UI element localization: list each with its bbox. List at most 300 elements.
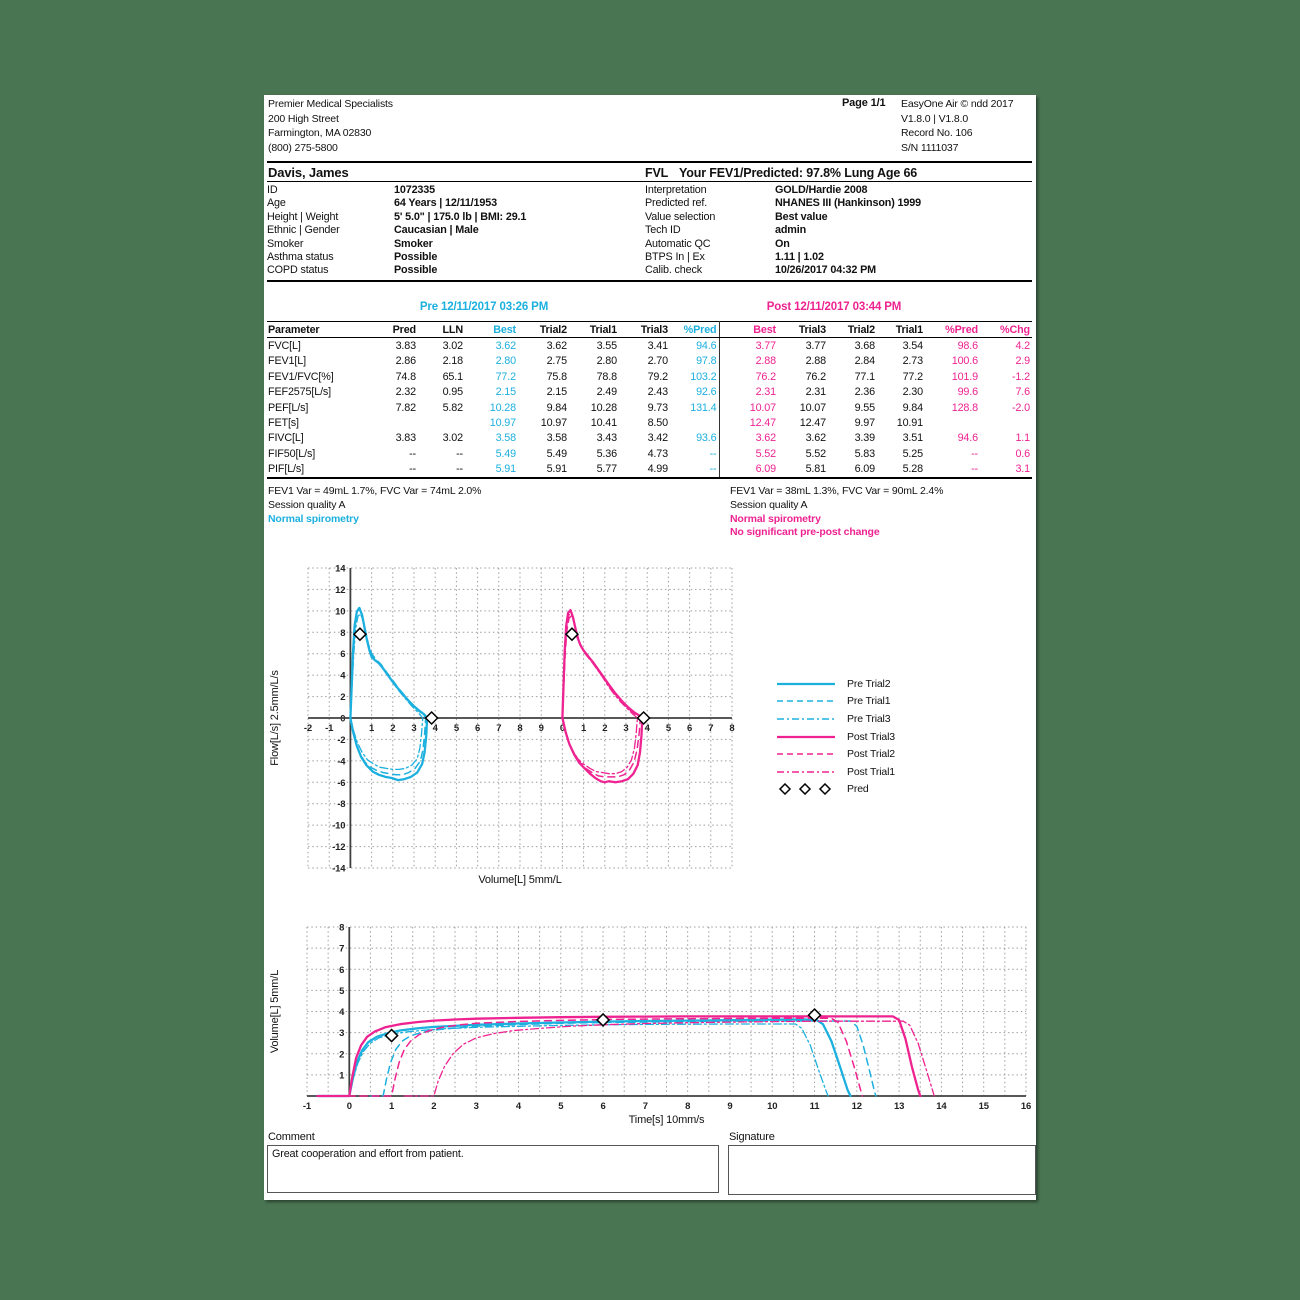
- device-line: Record No. 106: [901, 127, 973, 139]
- value-cell: [670, 415, 719, 430]
- field-label: Interpretation: [645, 184, 707, 196]
- value-cell: 78.8: [596, 370, 617, 383]
- svg-text:2: 2: [390, 723, 396, 734]
- pred-marker: [820, 784, 830, 794]
- value-cell: 5.36: [596, 447, 617, 460]
- svg-text:-4: -4: [337, 756, 346, 768]
- column-header: Trial1: [877, 322, 925, 338]
- svg-text:12: 12: [851, 1101, 862, 1112]
- value-cell: 4.73: [647, 447, 668, 460]
- value-cell: --: [971, 463, 978, 476]
- value-cell: -2.0: [1011, 401, 1030, 414]
- field-value: On: [775, 237, 790, 250]
- svg-text:0: 0: [559, 723, 565, 734]
- column-header: %Pred: [670, 322, 719, 338]
- value-cell: 2.9: [1015, 355, 1030, 368]
- patient-demographics: [267, 182, 1032, 282]
- value-cell: 3.41: [647, 340, 668, 353]
- value-cell: 10.41: [590, 417, 617, 430]
- svg-text:-2: -2: [337, 734, 346, 746]
- legend-item-pred: [775, 781, 895, 799]
- y-axis-label: Volume[L] 5mm/L: [269, 969, 281, 1054]
- series-post-trial3: [318, 1016, 921, 1096]
- svg-text:3: 3: [411, 723, 417, 734]
- patient-name-bar: [267, 161, 1032, 182]
- value-cell: 93.6: [696, 432, 717, 445]
- line-sample-icon: [775, 766, 837, 778]
- comment-label: Comment: [268, 1131, 315, 1143]
- device-line: V1.8.0 | V1.8.0: [901, 112, 969, 125]
- parameter-cell: FIVC[L]: [268, 432, 304, 445]
- value-cell: --: [709, 447, 717, 460]
- value-cell: 10.97: [489, 417, 516, 430]
- value-cell: 12.47: [799, 417, 826, 430]
- value-cell: 5.91: [495, 463, 516, 476]
- value-cell: 5.52: [805, 447, 826, 460]
- tick-labels: [304, 564, 735, 875]
- svg-text:11: 11: [809, 1101, 820, 1112]
- svg-text:12: 12: [335, 584, 346, 596]
- value-cell: -1.2: [1011, 370, 1030, 383]
- signature-box: [728, 1145, 1036, 1195]
- svg-text:4: 4: [340, 670, 346, 682]
- value-cell: 128.8: [951, 401, 978, 414]
- field-value: 5' 5.0" | 175.0 lb | BMI: 29.1: [394, 210, 527, 223]
- value-cell: 79.2: [647, 370, 668, 383]
- svg-text:7: 7: [339, 943, 345, 955]
- svg-text:15: 15: [978, 1101, 989, 1112]
- value-cell: 0.6: [1015, 447, 1030, 460]
- value-cell: 10.28: [590, 401, 617, 414]
- value-cell: 5.49: [546, 447, 567, 460]
- parameter-cell: FEV1/FVC[%]: [268, 370, 334, 383]
- value-cell: 9.84: [902, 401, 923, 414]
- column-header: LLN: [418, 322, 465, 338]
- chart-legend: [775, 675, 895, 798]
- parameter-cell: FET[s]: [268, 417, 299, 430]
- svg-text:4: 4: [644, 723, 650, 734]
- signature-label: Signature: [729, 1131, 775, 1143]
- clinic-line: (800) 275-5800: [268, 141, 338, 154]
- value-cell: 5.28: [902, 463, 923, 476]
- clinic-line: Farmington, MA 02830: [268, 127, 372, 139]
- svg-text:-1: -1: [302, 1101, 312, 1112]
- legend-item-pre-trial3: [775, 710, 895, 728]
- value-cell: 5.81: [805, 463, 826, 476]
- field-label: Automatic QC: [645, 237, 711, 250]
- value-cell: 2.43: [647, 386, 668, 399]
- field-label: ID: [267, 184, 278, 196]
- svg-text:8: 8: [339, 922, 345, 934]
- svg-text:7: 7: [642, 1101, 648, 1112]
- pred-marker: [780, 784, 790, 794]
- svg-text:6: 6: [339, 964, 345, 976]
- value-cell: 3.39: [854, 432, 875, 445]
- svg-text:6: 6: [600, 1101, 606, 1112]
- table-row: [267, 385, 1032, 400]
- svg-text:5: 5: [558, 1101, 564, 1112]
- flow-volume-chart: [264, 553, 1036, 891]
- legend-label: Pre Trial3: [847, 712, 891, 725]
- value-cell: 3.62: [495, 340, 516, 353]
- field-label: Tech ID: [645, 224, 681, 237]
- value-cell: 0.95: [442, 386, 463, 399]
- svg-text:8: 8: [517, 723, 523, 734]
- value-cell: --: [971, 447, 978, 460]
- svg-text:-14: -14: [332, 863, 346, 875]
- svg-text:8: 8: [729, 723, 735, 734]
- value-cell: 92.6: [696, 386, 717, 399]
- value-cell: 2.86: [395, 355, 416, 368]
- value-cell: [925, 415, 980, 430]
- post-variability: FEV1 Var = 38mL 1.3%, FVC Var = 90mL 2.4%: [730, 485, 944, 497]
- value-cell: 2.75: [546, 355, 567, 368]
- value-cell: 75.8: [546, 370, 567, 383]
- line-sample-icon: [775, 713, 837, 725]
- parameter-cell: PIF[L/s]: [268, 463, 304, 476]
- clinic-line: Premier Medical Specialists: [268, 98, 393, 110]
- value-cell: 10.28: [489, 401, 516, 414]
- value-cell: 2.18: [442, 355, 463, 368]
- value-cell: 3.58: [546, 432, 567, 445]
- svg-text:-12: -12: [332, 842, 346, 854]
- value-cell: 9.97: [854, 417, 875, 430]
- svg-text:2: 2: [431, 1101, 437, 1112]
- field-value: Possible: [394, 264, 438, 277]
- field-value: 10/26/2017 04:32 PM: [775, 264, 876, 277]
- page-number: Page 1/1: [842, 97, 886, 109]
- svg-text:-10: -10: [332, 820, 346, 832]
- value-cell: 65.1: [442, 370, 463, 383]
- value-cell: 10.97: [540, 417, 567, 430]
- legend-label: Post Trial2: [847, 748, 895, 761]
- value-cell: 2.32: [395, 386, 416, 399]
- svg-text:14: 14: [335, 563, 346, 575]
- svg-text:3: 3: [339, 1028, 345, 1040]
- table-row: [267, 338, 1032, 354]
- value-cell: 77.2: [495, 370, 516, 383]
- line-sample-icon: [775, 731, 837, 743]
- svg-text:5: 5: [339, 985, 345, 997]
- value-cell: 3.02: [442, 432, 463, 445]
- svg-text:7: 7: [496, 723, 502, 734]
- value-cell: 101.9: [951, 370, 978, 383]
- legend-item-pre-trial2: [775, 675, 895, 693]
- table-row: [267, 431, 1032, 446]
- value-cell: 2.70: [647, 355, 668, 368]
- pre-session-title: Pre 12/11/2017 03:26 PM: [419, 301, 549, 313]
- svg-text:3: 3: [623, 723, 629, 734]
- value-cell: 98.6: [957, 340, 978, 353]
- svg-text:13: 13: [893, 1101, 905, 1112]
- value-cell: 94.6: [696, 340, 717, 353]
- svg-text:6: 6: [475, 723, 481, 734]
- device-line: EasyOne Air © ndd 2017: [901, 98, 1014, 110]
- line-sample-icon: [775, 748, 837, 760]
- line-sample-icon: [775, 695, 837, 707]
- svg-text:7: 7: [708, 723, 714, 734]
- svg-text:2: 2: [340, 692, 346, 704]
- field-value: 1.11 | 1.02: [775, 251, 824, 263]
- pre-interpretation: Normal spirometry: [268, 512, 359, 525]
- field-label: Value selection: [645, 210, 716, 223]
- post-session-quality: Session quality A: [730, 498, 808, 511]
- value-cell: 3.02: [442, 340, 463, 353]
- y-axis-label: Flow[L/s] 2.5mm/L/s: [269, 670, 281, 766]
- value-cell: 3.54: [902, 340, 923, 353]
- column-header: Pred: [366, 322, 418, 338]
- value-cell: --: [709, 463, 717, 476]
- value-cell: 3.51: [902, 432, 923, 445]
- value-cell: [980, 415, 1032, 430]
- field-label: Height | Weight: [267, 210, 339, 223]
- svg-text:8: 8: [685, 1101, 691, 1112]
- parameter-cell: FEV1[L]: [268, 355, 306, 368]
- table-row: [267, 400, 1032, 415]
- svg-text:1: 1: [369, 723, 375, 734]
- svg-text:0: 0: [346, 1101, 352, 1112]
- x-axis-label: Time[s] 10mm/s: [628, 1114, 705, 1126]
- comment-box: [267, 1145, 719, 1193]
- value-cell: 3.77: [805, 340, 826, 353]
- value-cell: 76.2: [805, 370, 826, 383]
- value-cell: 2.49: [596, 386, 617, 399]
- svg-text:6: 6: [687, 723, 693, 734]
- value-cell: 76.2: [719, 369, 778, 384]
- parameter-cell: PEF[L/s]: [268, 401, 309, 414]
- parameter-cell: FEF2575[L/s]: [268, 386, 332, 399]
- pred-marker-sample-icon: [775, 783, 837, 795]
- field-value: NHANES III (Hankinson) 1999: [775, 197, 921, 210]
- svg-text:8: 8: [340, 627, 346, 639]
- svg-text:16: 16: [1020, 1101, 1032, 1112]
- svg-text:5: 5: [665, 723, 671, 734]
- value-cell: 9.73: [647, 401, 668, 414]
- value-cell: 2.73: [902, 355, 923, 368]
- pre-session-quality: Session quality A: [268, 498, 346, 511]
- field-value: 1072335: [394, 184, 435, 196]
- post-session-notes: [730, 485, 943, 540]
- svg-text:10: 10: [767, 1101, 778, 1112]
- svg-text:4: 4: [339, 1007, 345, 1018]
- value-cell: [366, 415, 418, 430]
- value-cell: 3.77: [719, 338, 778, 354]
- value-cell: 3.83: [395, 340, 416, 353]
- value-cell: 3.62: [805, 432, 826, 445]
- device-line: S/N 1111037: [901, 141, 959, 154]
- test-type-label: FVL: [645, 165, 669, 180]
- value-cell: 100.6: [951, 355, 978, 368]
- post-interpretation: Normal spirometry: [730, 512, 821, 525]
- value-cell: 2.30: [902, 386, 923, 399]
- value-cell: 10.07: [799, 401, 826, 414]
- value-cell: 2.80: [495, 355, 516, 368]
- table-row: [267, 354, 1032, 369]
- svg-text:4: 4: [432, 723, 438, 734]
- device-info: [901, 97, 1013, 155]
- legend-label: Pre Trial2: [847, 677, 891, 690]
- value-cell: 2.15: [495, 386, 516, 399]
- value-cell: 12.47: [719, 415, 778, 430]
- svg-text:14: 14: [936, 1101, 947, 1112]
- value-cell: --: [456, 463, 463, 476]
- field-label: Calib. check: [645, 264, 703, 277]
- svg-text:2: 2: [339, 1049, 345, 1061]
- table-row: [267, 415, 1032, 430]
- value-cell: 3.62: [719, 431, 778, 446]
- field-value: Possible: [394, 251, 438, 263]
- legend-label: Pred: [847, 783, 869, 796]
- parameter-cell: FIF50[L/s]: [268, 447, 316, 460]
- pre-variability: FEV1 Var = 49mL 1.7%, FVC Var = 74mL 2.0%: [268, 485, 482, 497]
- svg-text:9: 9: [538, 723, 544, 734]
- svg-text:9: 9: [727, 1101, 733, 1112]
- legend-label: Post Trial1: [847, 765, 895, 778]
- field-label: Ethnic | Gender: [267, 224, 340, 237]
- table-row: [267, 462, 1032, 478]
- column-header: %Pred: [925, 322, 980, 338]
- legend-item-post-trial2: [775, 745, 895, 763]
- svg-text:10: 10: [335, 606, 346, 618]
- field-value: admin: [775, 224, 807, 237]
- value-cell: 97.8: [696, 355, 717, 368]
- value-cell: 3.55: [596, 340, 617, 353]
- pre-session-notes: [268, 485, 481, 526]
- value-cell: 94.6: [957, 432, 978, 445]
- column-header: Best: [465, 322, 518, 338]
- column-header: %Chg: [980, 322, 1032, 338]
- value-cell: --: [456, 447, 463, 460]
- post-change-note: No significant pre-post change: [730, 526, 880, 539]
- value-cell: --: [409, 447, 416, 460]
- report-page: [264, 95, 1036, 1200]
- column-header: Trial1: [569, 322, 619, 338]
- svg-text:-8: -8: [337, 799, 346, 811]
- value-cell: 3.43: [596, 432, 617, 445]
- value-cell: 5.25: [902, 447, 923, 460]
- value-cell: 5.77: [596, 463, 617, 476]
- column-header: Trial2: [828, 322, 877, 338]
- grid: [307, 927, 1026, 1096]
- field-label: Predicted ref.: [645, 197, 708, 210]
- value-cell: 10.07: [719, 400, 778, 415]
- value-cell: 3.68: [854, 340, 875, 353]
- field-label: Asthma status: [267, 251, 334, 263]
- value-cell: 10.91: [896, 417, 923, 430]
- field-value: Smoker: [394, 237, 433, 250]
- svg-text:2: 2: [602, 723, 608, 734]
- value-cell: --: [409, 463, 416, 476]
- value-cell: 103.2: [690, 370, 717, 383]
- x-axis-label: Volume[L] 5mm/L: [478, 874, 562, 886]
- field-value: GOLD/Hardie 2008: [775, 184, 868, 196]
- svg-text:-1: -1: [325, 723, 334, 734]
- value-cell: 5.49: [495, 447, 516, 460]
- legend-label: Pre Trial1: [847, 695, 891, 708]
- field-label: COPD status: [267, 264, 329, 277]
- test-summary: Your FEV1/Predicted: 97.8% Lung Age 66: [679, 165, 918, 180]
- value-cell: 8.50: [647, 417, 668, 430]
- value-cell: 77.1: [854, 370, 875, 383]
- value-cell: 2.80: [596, 355, 617, 368]
- svg-text:4: 4: [515, 1101, 522, 1112]
- value-cell: 3.62: [546, 340, 567, 353]
- value-cell: 9.55: [854, 401, 875, 414]
- series-pre-trial2: [318, 1020, 851, 1097]
- value-cell: 2.84: [854, 355, 875, 368]
- clinic-address: [268, 97, 393, 155]
- value-cell: 3.1: [1015, 463, 1030, 476]
- field-value: Caucasian | Male: [394, 224, 479, 237]
- column-header: Best: [719, 322, 778, 338]
- value-cell: 3.83: [395, 432, 416, 445]
- value-cell: 5.83: [854, 447, 875, 460]
- field-value: Best value: [775, 210, 828, 223]
- legend-item-post-trial1: [775, 763, 895, 781]
- value-cell: 5.52: [719, 446, 778, 461]
- value-cell: 2.15: [546, 386, 567, 399]
- value-cell: 99.6: [957, 386, 978, 399]
- value-cell: 2.88: [719, 354, 778, 369]
- series-pre-trial3: [332, 1024, 828, 1096]
- svg-text:5: 5: [453, 723, 459, 734]
- value-cell: 5.91: [546, 463, 567, 476]
- value-cell: 4.99: [647, 463, 668, 476]
- post-session-title: Post 12/11/2017 03:44 PM: [766, 301, 902, 313]
- results-table: [267, 321, 1032, 479]
- svg-text:-6: -6: [337, 777, 346, 789]
- line-sample-icon: [775, 678, 837, 690]
- value-cell: [418, 415, 465, 430]
- field-label: BTPS In | Ex: [645, 251, 705, 263]
- table-row: [267, 369, 1032, 384]
- legend-item-pre-trial1: [775, 693, 895, 711]
- value-cell: 2.31: [719, 385, 778, 400]
- field-value: 64 Years | 12/11/1953: [394, 197, 497, 210]
- comment-text: Great cooperation and effort from patient.: [272, 1148, 464, 1160]
- patient-name: Davis, James: [268, 165, 349, 180]
- svg-text:-2: -2: [303, 723, 313, 734]
- clinic-line: 200 High Street: [268, 112, 339, 125]
- svg-text:3: 3: [473, 1101, 479, 1112]
- value-cell: 9.84: [546, 401, 567, 414]
- column-header: Trial3: [778, 322, 828, 338]
- column-header: Trial2: [518, 322, 569, 338]
- svg-text:1: 1: [581, 723, 587, 734]
- value-cell: 6.09: [854, 463, 875, 476]
- value-cell: 3.42: [647, 432, 668, 445]
- value-cell: 7.82: [395, 401, 416, 414]
- svg-text:1: 1: [389, 1101, 395, 1112]
- svg-text:6: 6: [340, 649, 346, 661]
- column-header: Trial3: [619, 322, 670, 338]
- value-cell: 1.1: [1015, 432, 1030, 445]
- value-cell: 4.2: [1015, 340, 1030, 353]
- value-cell: 77.2: [902, 370, 923, 383]
- legend-label: Post Trial3: [847, 730, 895, 743]
- value-cell: 7.6: [1015, 386, 1030, 399]
- value-cell: 131.4: [690, 401, 717, 414]
- value-cell: 2.31: [805, 386, 826, 399]
- value-cell: 2.36: [854, 386, 875, 399]
- parameter-cell: FVC[L]: [268, 340, 301, 353]
- legend-item-post-trial3: [775, 728, 895, 746]
- field-label: Age: [267, 197, 286, 210]
- svg-text:0: 0: [340, 713, 346, 725]
- field-label: Smoker: [267, 237, 304, 250]
- value-cell: 3.58: [495, 432, 516, 445]
- svg-text:1: 1: [339, 1070, 345, 1082]
